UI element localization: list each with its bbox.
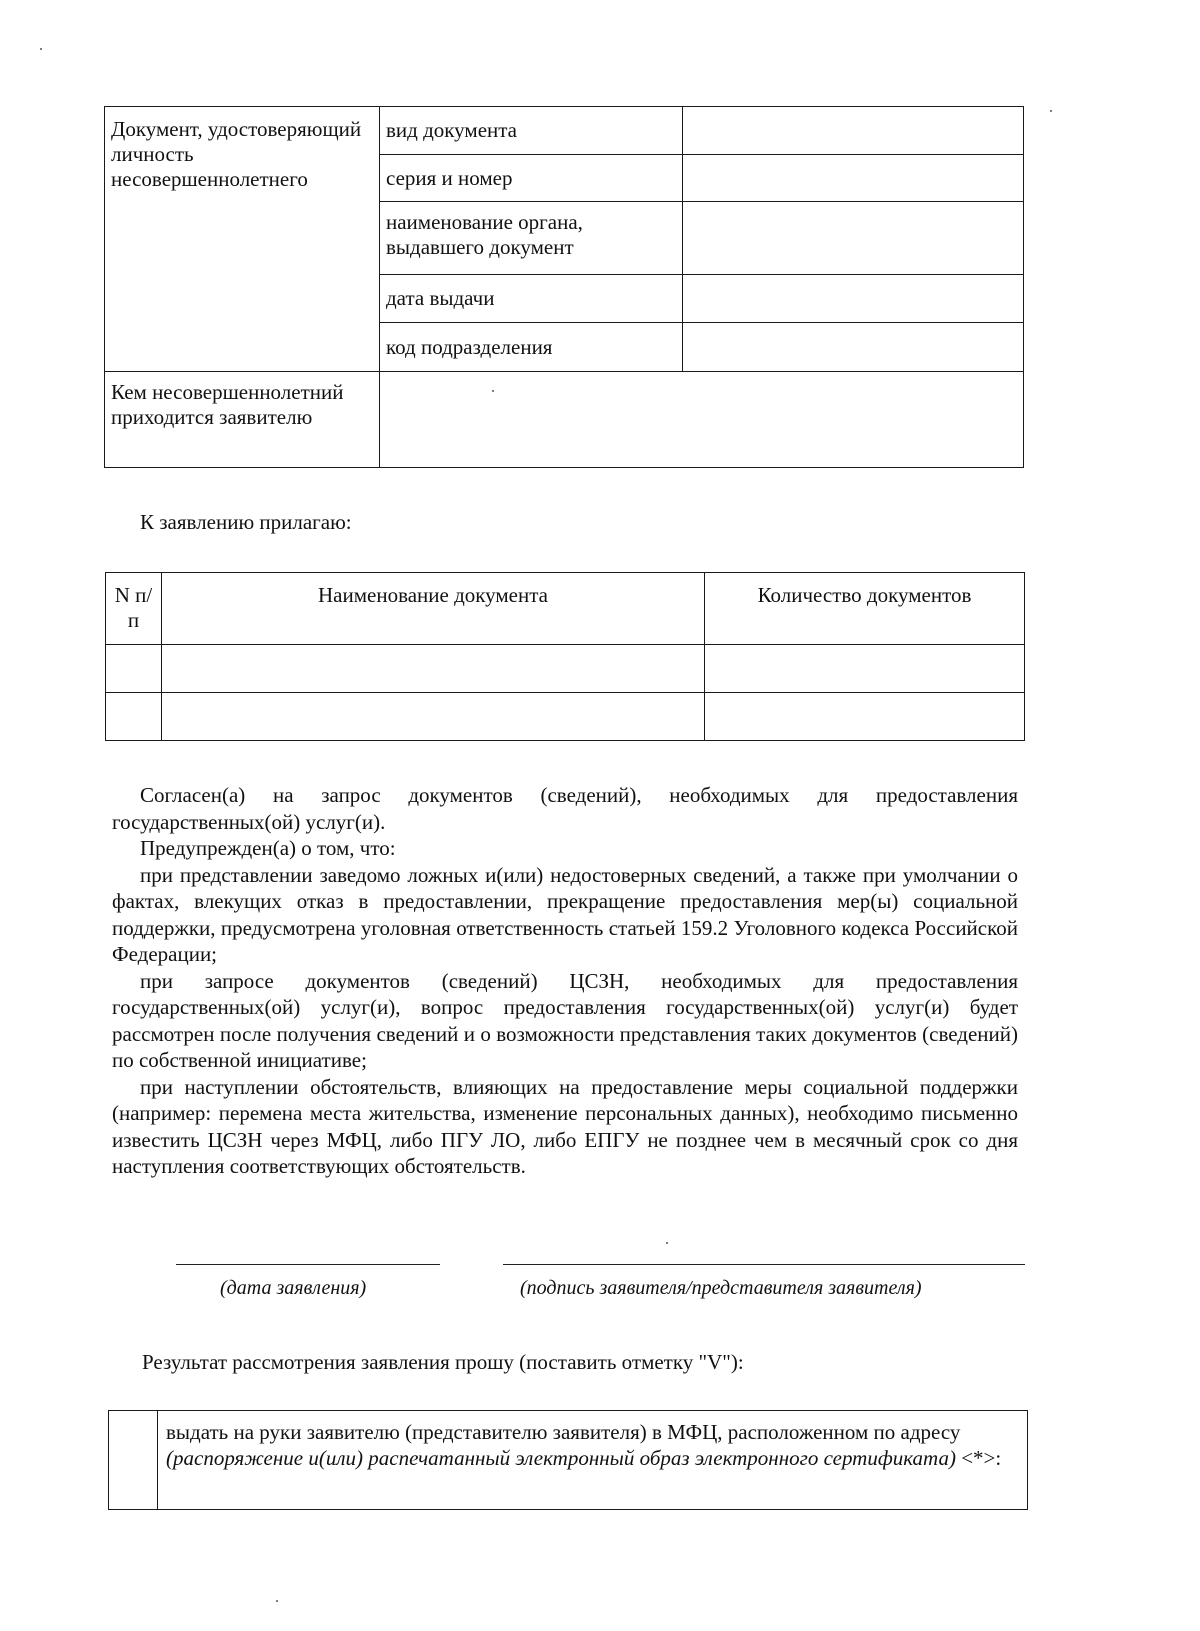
table-row [106, 693, 1025, 741]
table-row [106, 645, 1025, 693]
field-label-issuing-authority: наименование органа, выдавшего документ [380, 202, 683, 275]
field-label-division-code: код подразделения [380, 323, 683, 372]
identity-document-table [104, 106, 1024, 468]
division-code-value[interactable] [683, 323, 1024, 372]
scan-speck [276, 1600, 278, 1602]
row-name-cell[interactable] [162, 645, 705, 693]
applicant-signature-line[interactable] [503, 1264, 1025, 1265]
row-count-cell[interactable] [705, 645, 1025, 693]
field-label-series-number: серия и номер [380, 155, 683, 202]
header-number: N п/п [106, 573, 162, 645]
date-caption: (дата заявления) [220, 1277, 367, 1299]
row-number-cell[interactable] [106, 645, 162, 693]
doc-type-value[interactable] [683, 107, 1024, 155]
option-italic-note: (распоряжение и(или) распечатанный электронный образ электронного сертификата) [166, 1446, 956, 1470]
result-title: Результат рассмотрения заявления прошу (поставить отметку "V"): [142, 1350, 744, 1374]
header-document-name: Наименование документа [162, 573, 705, 645]
option-suffix: <*>: [961, 1446, 1002, 1470]
signature-caption: (подпись заявителя/представителя заявителя) [520, 1277, 922, 1299]
scan-speck [1050, 110, 1052, 112]
scan-speck [40, 48, 42, 50]
scan-speck [492, 390, 494, 392]
warning-intro: Предупрежден(а) о том, что: [140, 836, 396, 860]
relation-label: Кем несовершеннолетний приходится заявителю [105, 372, 380, 468]
row-name-cell[interactable] [162, 693, 705, 741]
result-options-table [108, 1410, 1028, 1510]
date-signature-line[interactable] [176, 1264, 440, 1265]
warning-document-request: при запросе документов (сведений) ЦСЗН, необходимых для предоставления государственных(ой) услуг(и), вопрос предоставления государственных(ой) услуг(и) будет рассмотрен после получения сведений и о возможности представления таких документов (сведений) по собственной инициативе; [112, 968, 1018, 1072]
warning-circumstances: при наступлении обстоятельств, влияющих на предоставление меры социальной поддержки (например: перемена места жительства, изменение персональных данных), необходимо письменно известить ЦСЗН через МФЦ, либо ПГУ ЛО, либо ЕПГУ не позднее чем в месячный срок со дня наступления соответствующих обстоятельств. [112, 1074, 1018, 1178]
identity-document-label: Документ, удостоверяющий личность несовершеннолетнего [105, 107, 380, 372]
row-number-cell[interactable] [106, 693, 162, 741]
option-text: выдать на руки заявителю (представителю заявителя) в МФЦ, расположенном по адресу [166, 1420, 961, 1444]
warning-false-info: при представлении заведомо ложных и(или) недостоверных сведений, а также при умолчании о фактах, влекущих отказ в предоставлении, прекращение предоставления мер(ы) социальной поддержки, предусмотрена уголовная ответственность статьей 159.2 Уголовного кодекса Российской Федерации; [112, 862, 1018, 966]
attachments-table [105, 572, 1025, 741]
statements-block [112, 782, 1018, 1180]
field-label-issue-date: дата выдачи [380, 275, 683, 323]
scan-speck [666, 1242, 668, 1244]
series-number-value[interactable] [683, 155, 1024, 202]
consent-paragraph: Согласен(а) на запрос документов (сведений), необходимых для предоставления государственных(ой) услуг(и). [112, 783, 1018, 834]
field-label-doc-type: вид документа [380, 107, 683, 155]
row-count-cell[interactable] [705, 693, 1025, 741]
issuing-authority-value[interactable] [683, 202, 1024, 275]
header-document-count: Количество документов [705, 573, 1025, 645]
relation-value[interactable] [380, 372, 1024, 468]
result-checkbox[interactable] [109, 1411, 158, 1510]
issue-date-value[interactable] [683, 275, 1024, 323]
result-option-mfc [158, 1411, 1028, 1510]
attachments-title: К заявлению прилагаю: [140, 510, 352, 534]
